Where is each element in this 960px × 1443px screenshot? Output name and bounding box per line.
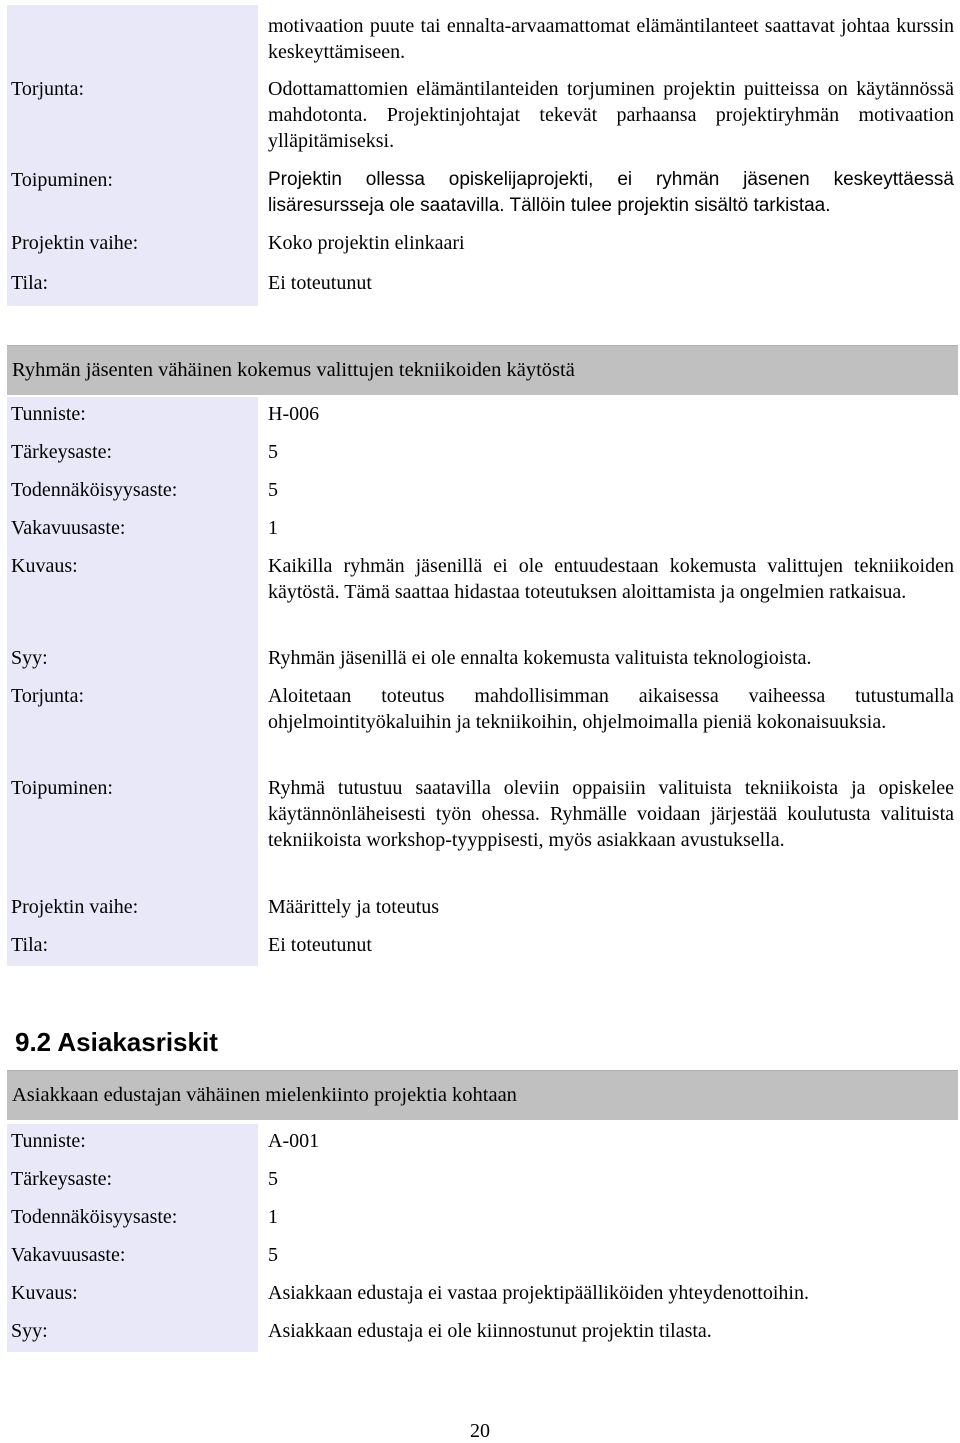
severity-label: Vakavuusaste:: [7, 1238, 258, 1276]
phase-label: Projektin vaihe:: [7, 230, 258, 268]
mitigation-value: Odottamattomien elämäntilanteiden torjuminen projektin puitteissa on käytännössä mahdotonta. Projektinjohtajat tekevät parhaansa projektiryhmän motivaation ylläpitämiseksi.: [268, 78, 954, 152]
risk-table-a001: [7, 1124, 958, 1352]
status-value: Ei toteutunut: [268, 272, 372, 294]
risk-table-h006: [7, 397, 958, 966]
cause-value: Asiakkaan edustaja ei ole kiinnostunut projektin tilasta.: [268, 1320, 712, 1342]
importance-value: 5: [268, 1168, 278, 1190]
cause-label: Syy:: [7, 1314, 258, 1352]
mitigation-label: Torjunta:: [7, 679, 258, 771]
importance-value: 5: [268, 441, 278, 463]
importance-label: Tärkeysaste:: [7, 1162, 258, 1200]
description-label: Kuvaus:: [7, 1276, 258, 1314]
section-heading: 9.2 Asiakasriskit: [15, 1027, 218, 1057]
phase-value: Koko projektin elinkaari: [268, 232, 465, 254]
description-value: Kaikilla ryhmän jäsenillä ei ole entuudestaan kokemusta valittujen tekniikoiden käytöstä. Tämä saattaa hidastaa toteutuksen aloittamista ja ongelmien ratkaisua.: [268, 555, 954, 603]
recovery-label: Toipuminen:: [7, 165, 258, 230]
risk-title-a001: Asiakkaan edustajan vähäinen mielenkiinto projektia kohtaan: [7, 1070, 958, 1120]
mitigation-value: Aloitetaan toteutus mahdollisimman aikaisessa vaiheessa tutustumalla ohjelmointityökaluihin ja tekniikoihin, ohjelmoimalla pieniä kokonaisuuksia.: [268, 685, 954, 733]
mitigation-label: Torjunta:: [7, 74, 258, 165]
recovery-value: Projektin ollessa opiskelijaprojekti, ei ryhmän jäsenen keskeyttäessä lisäresursseja ole saatavilla. Tällöin tulee projektin sisältö tarkistaa.: [268, 169, 954, 216]
cause-value: Ryhmän jäsenillä ei ole ennalta kokemusta valituista teknologioista.: [268, 647, 812, 669]
id-value: H-006: [268, 403, 320, 425]
severity-value: 5: [268, 1244, 278, 1266]
risk-table-continued: [7, 5, 958, 306]
probability-value: 5: [268, 479, 278, 501]
importance-label: Tärkeysaste:: [7, 435, 258, 473]
description-value: Asiakkaan edustaja ei vastaa projektipäälliköiden yhteydenottoihin.: [268, 1282, 809, 1304]
cause-label: Syy:: [7, 641, 258, 679]
id-value: A-001: [268, 1130, 320, 1152]
recovery-label: Toipuminen:: [7, 771, 258, 890]
id-label: Tunniste:: [7, 1124, 258, 1162]
probability-label: Todennäköisyysaste:: [7, 1200, 258, 1238]
label-empty: [7, 5, 258, 74]
description-label: Kuvaus:: [7, 549, 258, 641]
id-label: Tunniste:: [7, 397, 258, 435]
status-value: Ei toteutunut: [268, 934, 372, 956]
page-number: 20: [470, 1420, 490, 1442]
probability-value: 1: [268, 1206, 278, 1228]
severity-label: Vakavuusaste:: [7, 511, 258, 549]
description-continued: motivaation puute tai ennalta-arvaamattomat elämäntilanteet saattavat johtaa kurssin keskeyttämiseen.: [268, 15, 954, 63]
phase-value: Määrittely ja toteutus: [268, 896, 440, 918]
risk-title-h006: Ryhmän jäsenten vähäinen kokemus valittujen tekniikoiden käytöstä: [7, 345, 958, 395]
recovery-value: Ryhmä tutustuu saatavilla oleviin oppaisiin valituista tekniikoista ja opiskelee käytännönläheisesti työn ohessa. Ryhmälle voidaan järjestää koulutusta valituista tekniikoista workshop-tyyppisesti, myös asiakkaan avustuksella.: [268, 777, 954, 851]
severity-value: 1: [268, 517, 278, 539]
probability-label: Todennäköisyysaste:: [7, 473, 258, 511]
phase-label: Projektin vaihe:: [7, 890, 258, 928]
status-label: Tila:: [7, 928, 258, 966]
status-label: Tila:: [7, 268, 258, 306]
